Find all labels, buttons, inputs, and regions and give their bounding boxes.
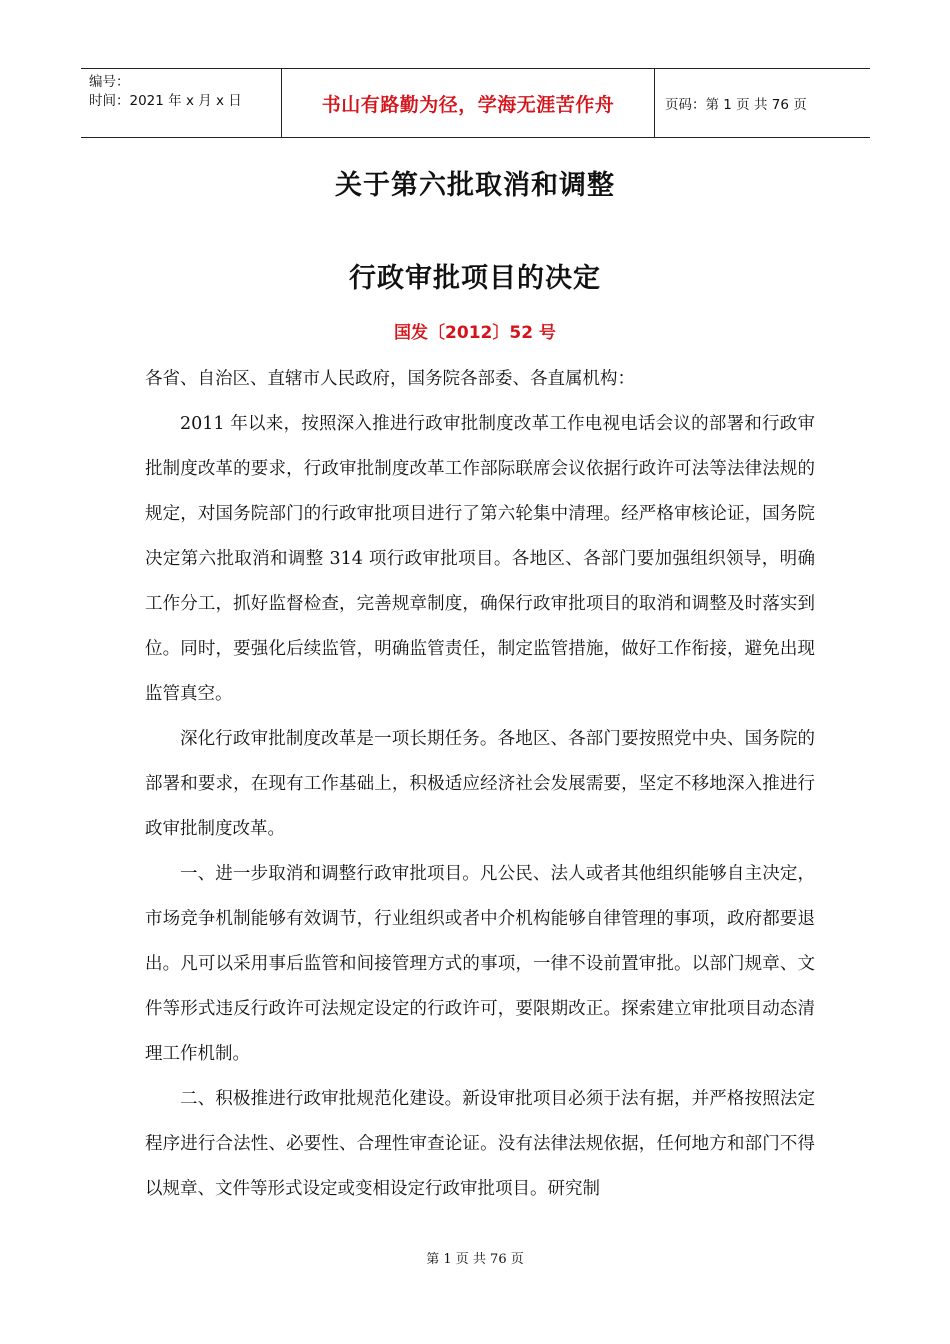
- paragraph: 二、积极推进行政审批规范化建设。新设审批项目必须于法有据，并严格按照法定程序进行合法性、必要性、合理性审查论证。没有法律法规依据，任何地方和部门不得以规章、文件等形式设定或变相设定行政审批项目。研究制: [145, 1089, 815, 1199]
- document-number: 国发〔2012〕52 号: [394, 323, 556, 343]
- header-motto: 书山有路勤为径，学海无涯苦作舟: [281, 69, 655, 137]
- number-label: 编号：: [89, 74, 130, 90]
- paragraph: 一、进一步取消和调整行政审批项目。凡公民、法人或者其他组织能够自主决定，市场竞争机制能够有效调节，行业组织或者中介机构能够自律管理的事项，政府都要退出。凡可以采用事后监管和间接管理方式的事项，一律不设前置审批。以部门规章、文件等形式违反行政许可法规定设定的行政许可，要限期改正。探索建立审批项目动态清理工作机制。: [145, 864, 815, 1064]
- header-meta: [81, 69, 281, 137]
- page-footer: 第 1 页 共 76 页: [426, 1252, 524, 1267]
- date-label: 时间：2021 年 x 月 x 日: [89, 93, 242, 109]
- paragraph: 深化行政审批制度改革是一项长期任务。各地区、各部门要按照党中央、国务院的部署和要求，在现有工作基础上，积极适应经济社会发展需要，坚定不移地深入推进行政审批制度改革。: [145, 729, 815, 839]
- header-page-info: 页码：第 1 页 共 76 页: [665, 97, 807, 113]
- salutation: 各省、自治区、直辖市人民政府，国务院各部委、各直属机构：: [145, 369, 635, 389]
- document-body: [145, 357, 815, 1212]
- paragraph: 2011 年以来，按照深入推进行政审批制度改革工作电视电话会议的部署和行政审批制度改革的要求，行政审批制度改革工作部际联席会议依据行政许可法等法律法规的规定，对国务院部门的行政审批项目进行了第六轮集中清理。经严格审核论证，国务院决定第六批取消和调整 314 项行政审批项目。各地区、各部门要加强组织领导，明确工作分工，抓好监督检查，完善规章制度，确保行政审批项目的取消和调整及时落实到位。同时，要强化后续监管，明确监管责任，制定监管措施，做好工作衔接，避免出现监管真空。: [145, 414, 815, 704]
- document-title-line1: 关于第六批取消和调整: [335, 170, 615, 201]
- document-title-line2: 行政审批项目的决定: [349, 263, 601, 294]
- document-header: [81, 68, 870, 138]
